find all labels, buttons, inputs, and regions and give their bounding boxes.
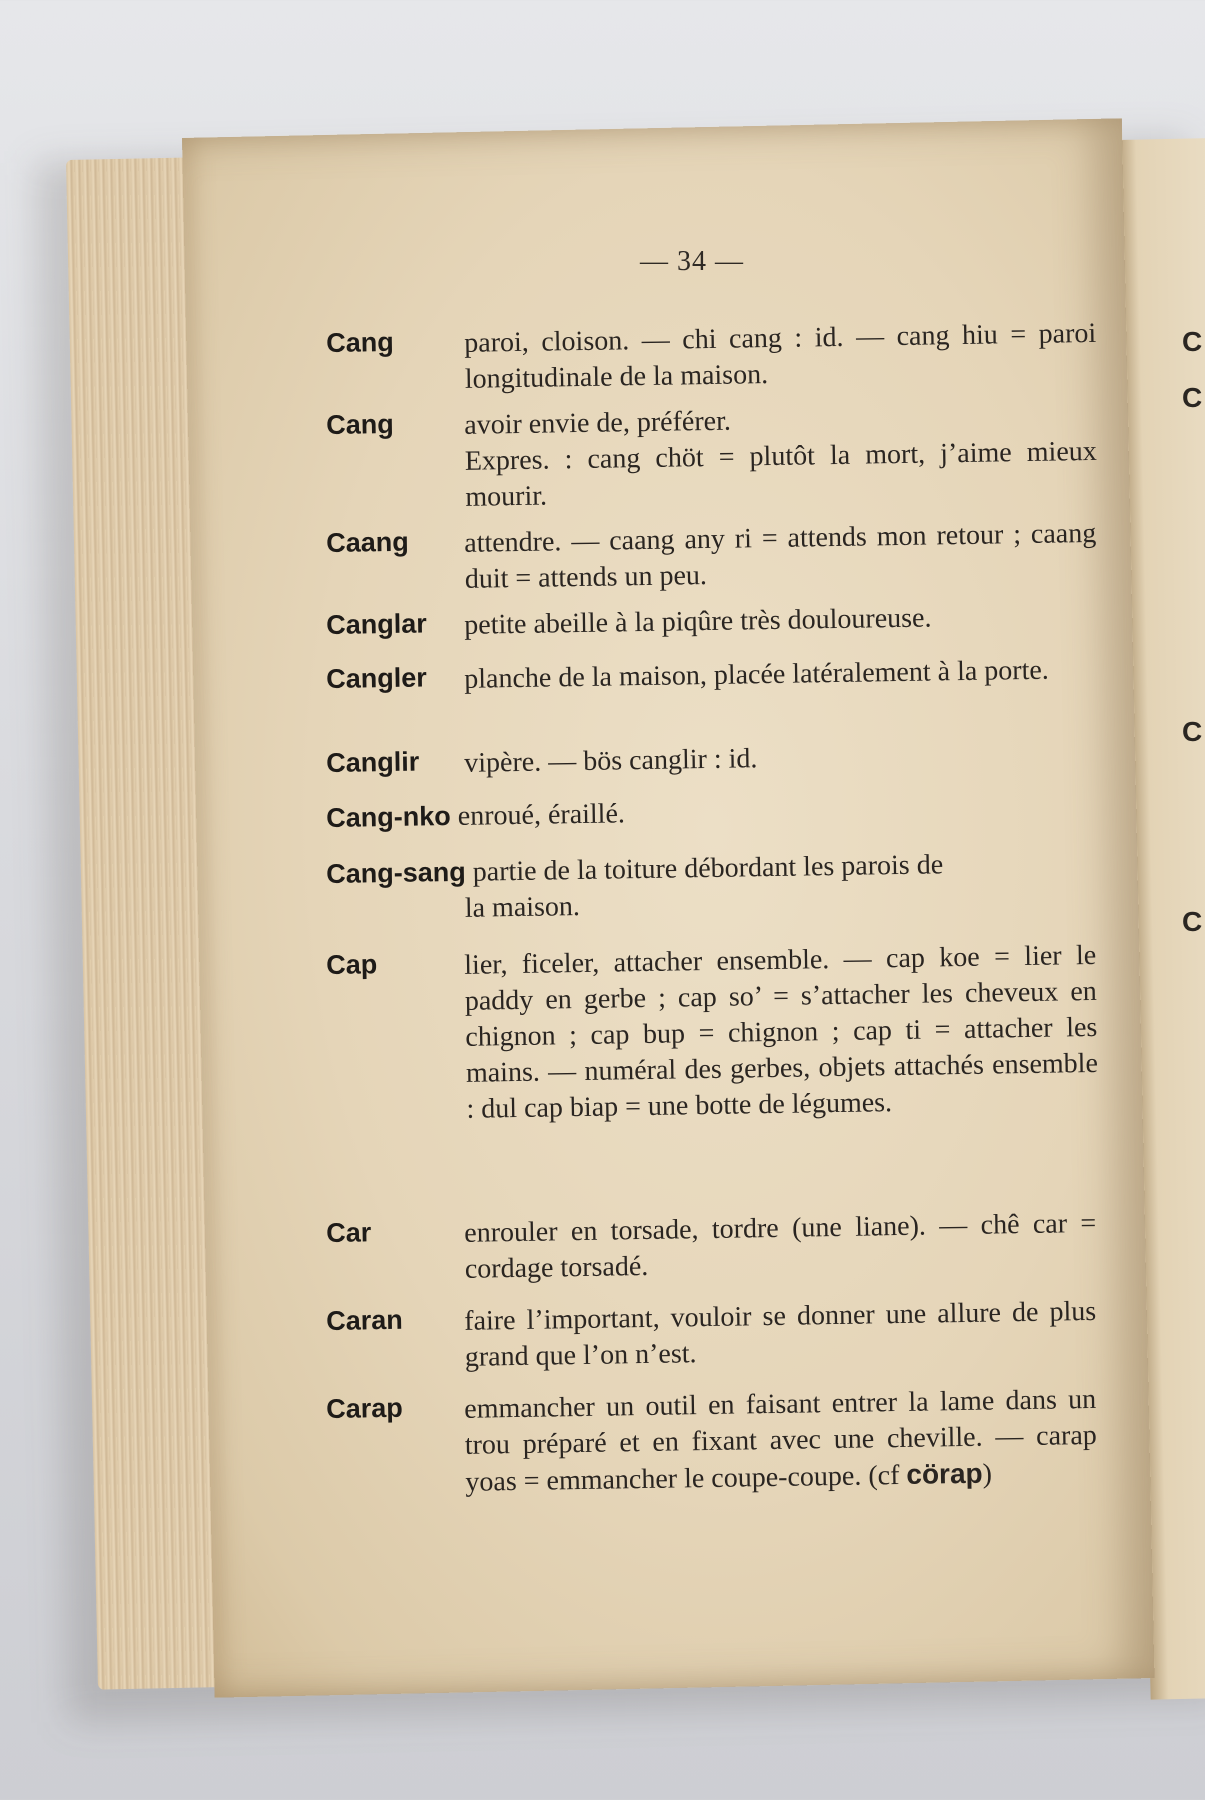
headword: Car (326, 1217, 372, 1248)
facing-page-letter: C (1182, 382, 1203, 413)
definition-continuation: la maison. (464, 891, 581, 924)
headword: Cangler (326, 662, 427, 694)
headword: Canglar (326, 608, 427, 640)
page-number: — 34 — (640, 246, 744, 277)
headword: Caran (326, 1304, 403, 1336)
headword: Cang-nko (326, 801, 452, 833)
definition: petite abeille à la piqûre très douloureuse. (464, 602, 932, 641)
definition: faire l’important, vouloir se donner une allure de plus grand que l’on n’est. (464, 1295, 1097, 1373)
headword: Cap (326, 949, 378, 980)
headword: Carap (326, 1392, 403, 1424)
headword: Cang-sang (326, 856, 467, 889)
definition: lier, ficeler, attacher ensemble. — cap koe = lier le paddy en gerbe ; cap so’ = s’attacher les cheveux en chignon ; cap bup = chignon ; cap ti = attacher les mains. — numéral des gerbes, objets attachés ensemble : dul cap biap = une botte de légumes. (464, 939, 1099, 1125)
definition: planche de la maison, placée latéralement à la porte. (464, 654, 1050, 695)
definition: enroué, éraillé. (457, 798, 626, 832)
definition (464, 1382, 1098, 1501)
definition: paroi, cloison. — chi cang : id. — cang hiu = paroi longitudinale de la maison. (464, 317, 1097, 395)
cross-reference: cörap (906, 1457, 983, 1490)
facing-page-letter: C (1182, 716, 1203, 747)
definition: vipère. — bös canglir : id. (464, 743, 758, 779)
headword: Caang (326, 526, 409, 558)
facing-page-letter: C (1182, 326, 1203, 357)
facing-page-letter: C (1182, 906, 1203, 937)
definition-expression: Expres. : cang chöt = plutôt la mort, j’aime mieux mourir. (464, 435, 1097, 513)
definition (464, 398, 1098, 516)
definition-sense: avoir envie de, préférer. (464, 405, 732, 441)
headword: Canglir (326, 746, 420, 778)
headword: Cang (326, 408, 394, 440)
cross-reference-close: ) (982, 1458, 993, 1490)
definition: enrouler en torsade, tordre (une liane). — chê car = cordage torsadé. (464, 1207, 1097, 1285)
definition-text: emmancher un outil en faisant entrer la lame dans un trou préparé et en fixant avec une cheville. — carap yoas = emmancher le coupe-coupe. (cf (464, 1383, 1097, 1498)
definition: partie de la toiture débordant les parois de (472, 849, 944, 888)
definition: attendre. — caang any ri = attends mon retour ; caang duit = attends un peu. (464, 517, 1097, 595)
headword: Cang (326, 326, 394, 358)
dictionary-entry (326, 844, 1097, 929)
